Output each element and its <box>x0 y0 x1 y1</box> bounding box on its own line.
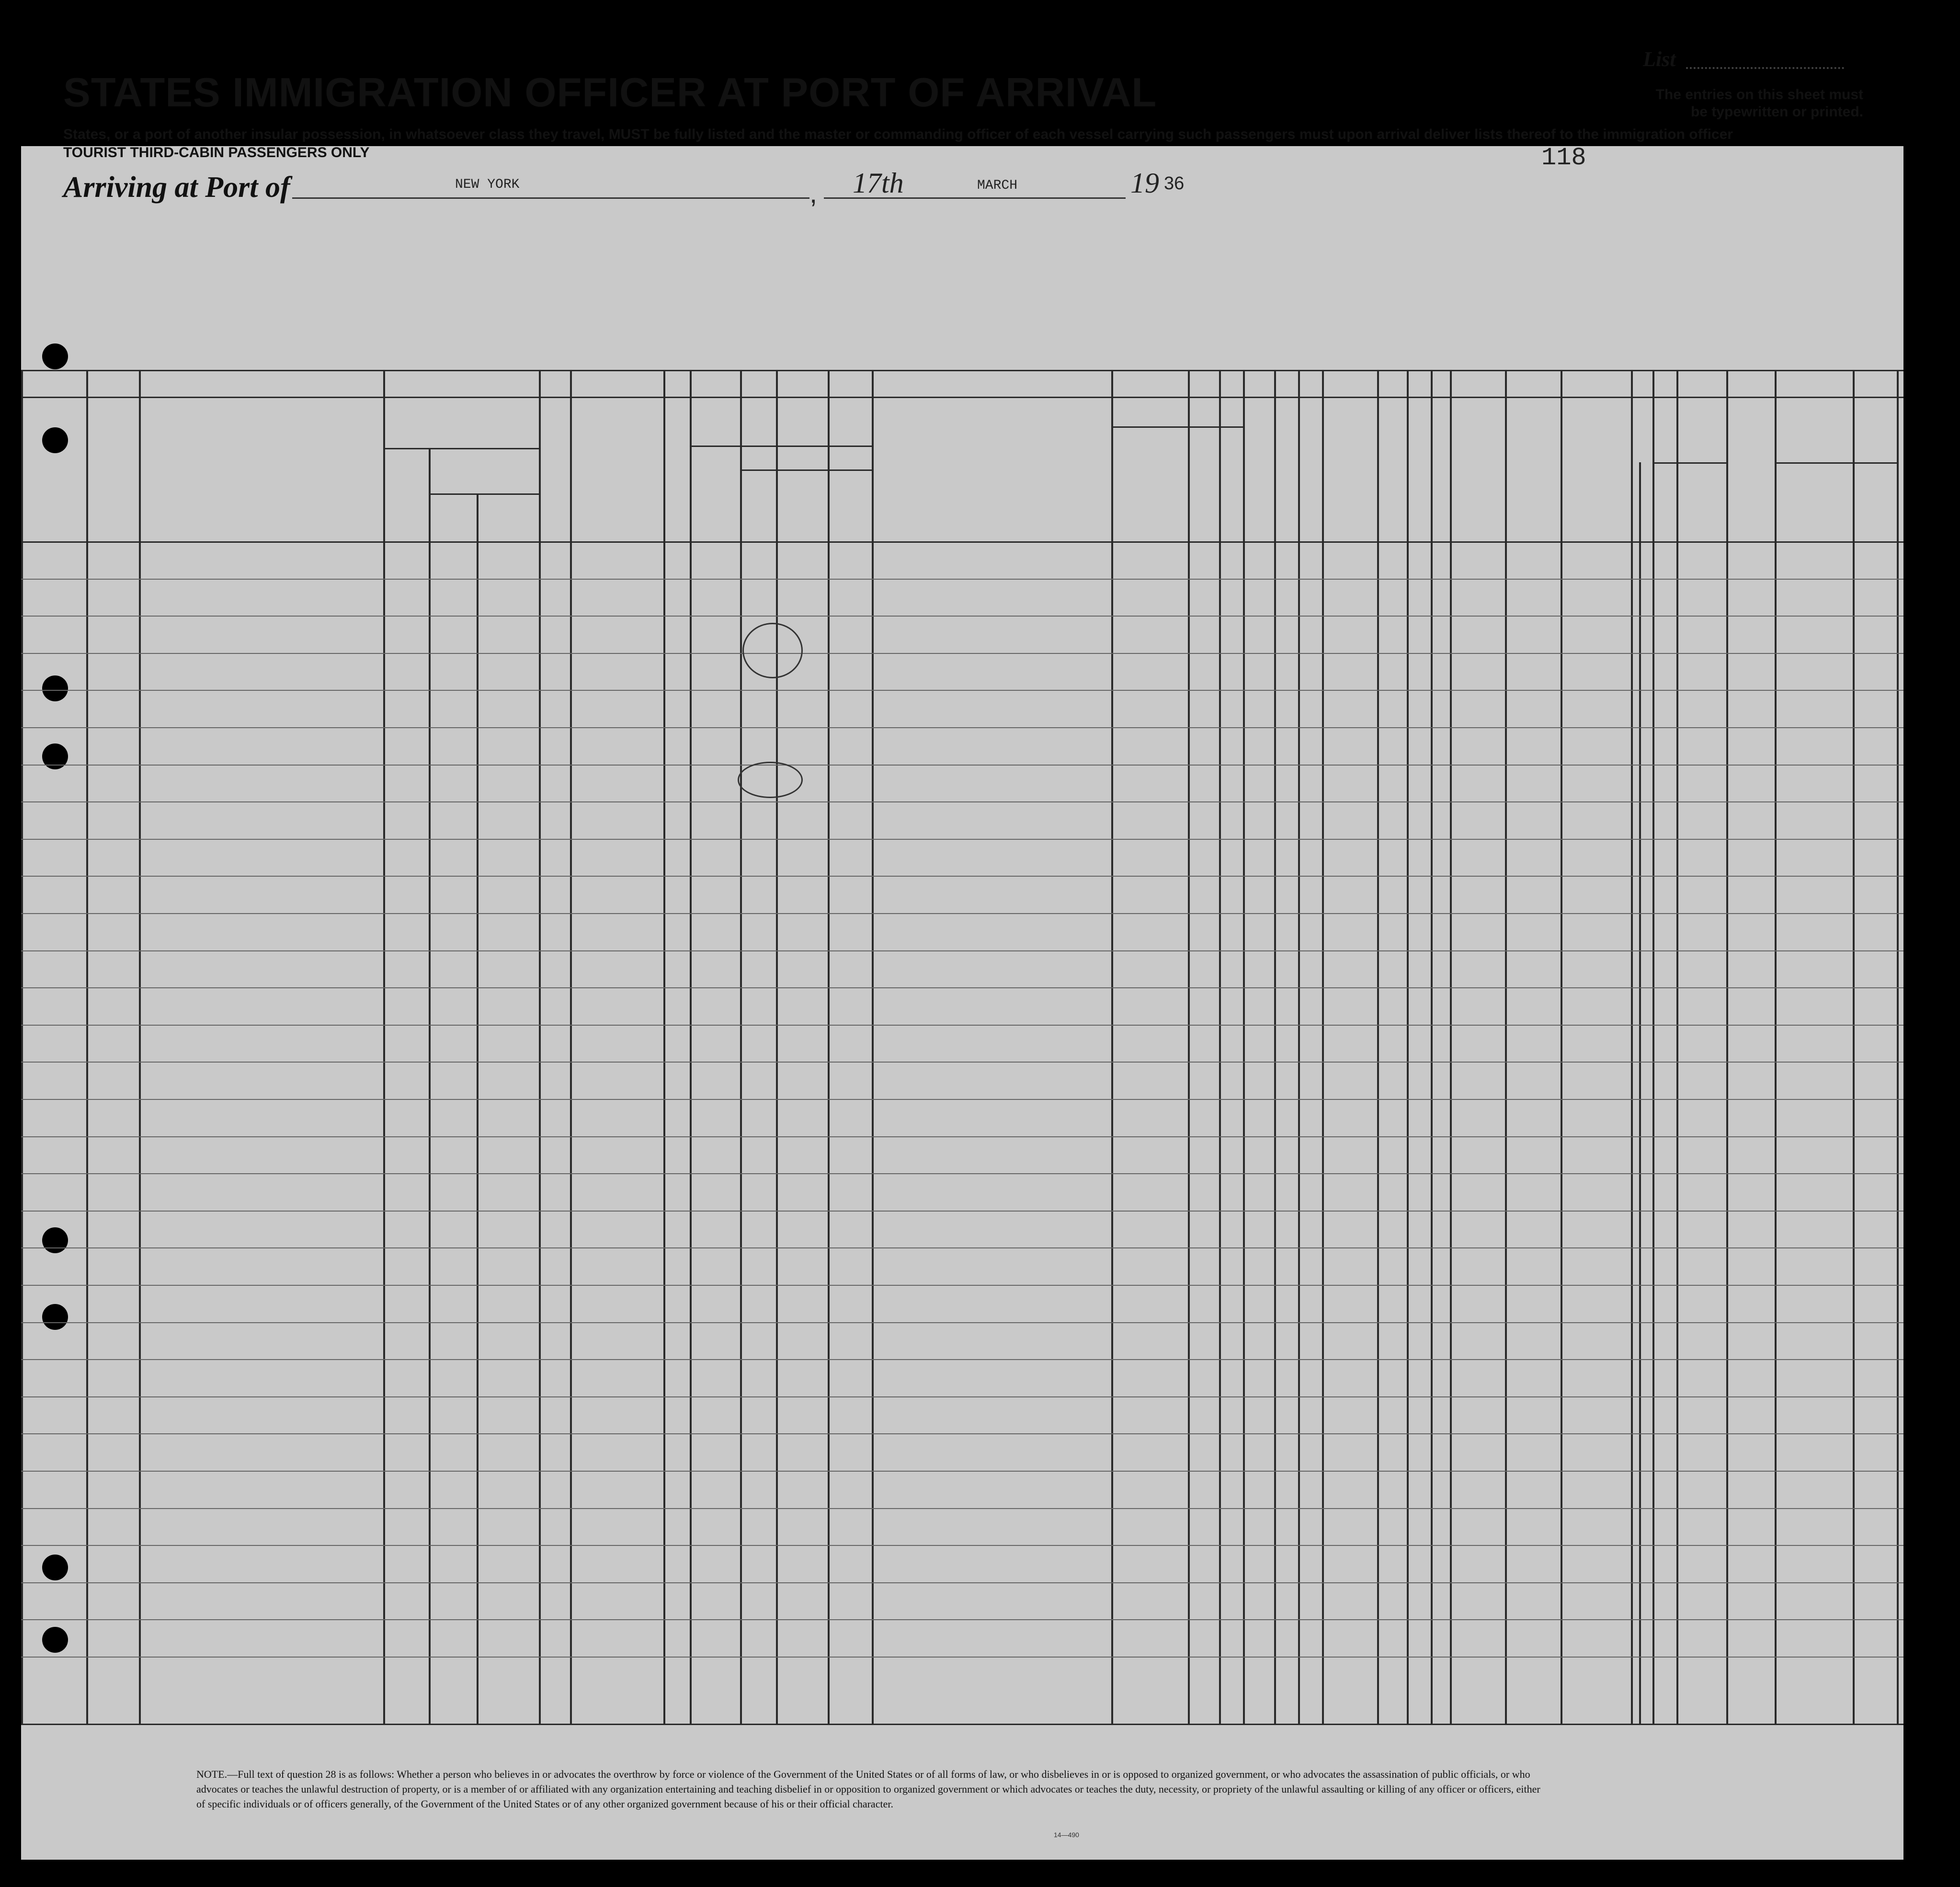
row-rule <box>21 653 1903 654</box>
row-rule <box>21 1657 1903 1658</box>
sub-rule-18 <box>383 448 539 449</box>
column-divider <box>139 370 141 1724</box>
sheet-number: 118 <box>1541 144 1586 172</box>
row-rule <box>21 1433 1903 1434</box>
row-rule <box>21 1062 1903 1063</box>
row-rule <box>21 1619 1903 1620</box>
year-prefix: 19 <box>1130 167 1159 199</box>
column-divider <box>1274 370 1276 1724</box>
tp-stamp-2 <box>738 762 803 798</box>
row-rule <box>21 1582 1903 1583</box>
column-divider <box>1431 370 1433 1724</box>
row-rule <box>21 1136 1903 1137</box>
entries-note <box>1595 86 1863 121</box>
column-number-rule <box>21 397 1903 398</box>
form-subtitle: States, or a port of another insular possession, in whatsoever class they travel, MUST be fully listed and the master or commanding officer of each vessel carrying such passengers must upon arrival deliver lists thereof to the immigration officer <box>63 126 1733 142</box>
column-divider <box>740 370 742 1724</box>
sub-rule-18b <box>429 493 539 495</box>
row-rule <box>21 765 1903 766</box>
tp-stamp <box>742 623 803 678</box>
column-divider <box>1775 370 1777 1724</box>
sub-rule-22b <box>740 469 872 471</box>
column-divider <box>1450 370 1452 1724</box>
column-divider <box>1676 370 1678 1724</box>
row-rule <box>21 1025 1903 1026</box>
column-divider <box>1897 370 1899 1724</box>
column-divider <box>1298 370 1300 1724</box>
table-bottom-rule <box>21 1724 1903 1725</box>
row-rule <box>21 1545 1903 1546</box>
port-value: NEW YORK <box>455 177 520 192</box>
column-divider <box>1726 370 1728 1724</box>
entries-note-line-1: The entries on this sheet must <box>1655 87 1863 103</box>
passenger-class-note: TOURIST THIRD-CABIN PASSENGERS ONLY <box>63 145 370 160</box>
row-rule <box>21 616 1903 617</box>
year-suffix: 36 <box>1164 173 1185 194</box>
column-divider <box>539 370 541 1724</box>
row-rule <box>21 1211 1903 1212</box>
row-rule <box>21 1471 1903 1472</box>
row-rule <box>21 1099 1903 1100</box>
row-rule <box>21 801 1903 802</box>
entries-note-line-2: be typewritten or printed. <box>1690 104 1863 120</box>
comma: , <box>809 178 818 209</box>
row-rule <box>21 727 1903 728</box>
column-divider <box>1561 370 1562 1724</box>
column-divider <box>570 370 572 1724</box>
sub-rule-24 <box>1111 426 1243 428</box>
row-rule <box>21 913 1903 914</box>
row-rule <box>21 1396 1903 1397</box>
month-value: MARCH <box>977 178 1018 193</box>
column-divider <box>1407 370 1409 1724</box>
row-rule <box>21 1285 1903 1286</box>
row-rule <box>21 1322 1903 1323</box>
row-rule <box>21 987 1903 988</box>
form-title: STATES IMMIGRATION OFFICER AT PORT OF ARRIVAL <box>63 70 1157 115</box>
column-divider <box>1631 370 1633 1724</box>
column-divider <box>1111 370 1113 1724</box>
column-divider <box>828 370 830 1724</box>
port-line <box>292 197 809 199</box>
row-rule <box>21 1359 1903 1360</box>
table-top-rule <box>21 370 1903 371</box>
column-divider <box>1219 370 1221 1724</box>
column-divider <box>21 370 23 1724</box>
manifest-sheet <box>21 146 1903 1860</box>
sub-rule-36 <box>1775 462 1897 464</box>
column-divider <box>663 370 665 1724</box>
row-rule <box>21 1508 1903 1509</box>
sub-rule-34 <box>1652 462 1726 464</box>
sub-divider-18b <box>477 493 479 1724</box>
row-rule <box>21 839 1903 840</box>
row-rule <box>21 1247 1903 1248</box>
row-rule <box>21 579 1903 580</box>
column-divider <box>1505 370 1507 1724</box>
form-number: 14—490 <box>1054 1831 1079 1839</box>
row-rule <box>21 950 1903 951</box>
column-divider <box>1243 370 1245 1724</box>
column-divider <box>1188 370 1190 1724</box>
list-label: List <box>1643 47 1676 71</box>
column-divider <box>86 370 88 1724</box>
row-rule <box>21 876 1903 877</box>
sub-rule-22 <box>690 446 872 447</box>
sub-divider-18 <box>429 448 431 1724</box>
column-divider <box>1377 370 1379 1724</box>
row-rule <box>21 1173 1903 1174</box>
footnote: NOTE.—Full text of question 28 is as follows: Whether a person who believes in or advocates the overthrow by force or violence of the Government of the United States or of all forms of law, or who disbelieves in or is opposed to organized government, or who advocates the assassination of public officials, or who advocates or teaches the unlawful destruction of property, or is a member of or affiliated with any organization entertaining and teaching disbelief in or opposition to organized government or which advocates or teaches the duty, necessity, or propriety of the unlawful assaulting or killing of any officer or officers, either of specific individuals or of officers generally, of the Government of the United States or of any other organized government because of his or their official character. <box>196 1768 1540 1810</box>
column-divider <box>1322 370 1324 1724</box>
day-value: 17th <box>853 167 904 199</box>
header-bottom-rule <box>21 541 1903 543</box>
list-line <box>1686 67 1844 69</box>
column-divider <box>1652 370 1654 1724</box>
column-divider <box>1853 370 1855 1724</box>
column-divider <box>776 370 778 1724</box>
column-divider <box>383 370 385 1724</box>
column-divider <box>872 370 874 1724</box>
arriving-label: Arriving at Port of <box>63 171 290 204</box>
row-rule <box>21 690 1903 691</box>
column-divider <box>690 370 692 1724</box>
sub-divider-34 <box>1639 462 1641 1724</box>
